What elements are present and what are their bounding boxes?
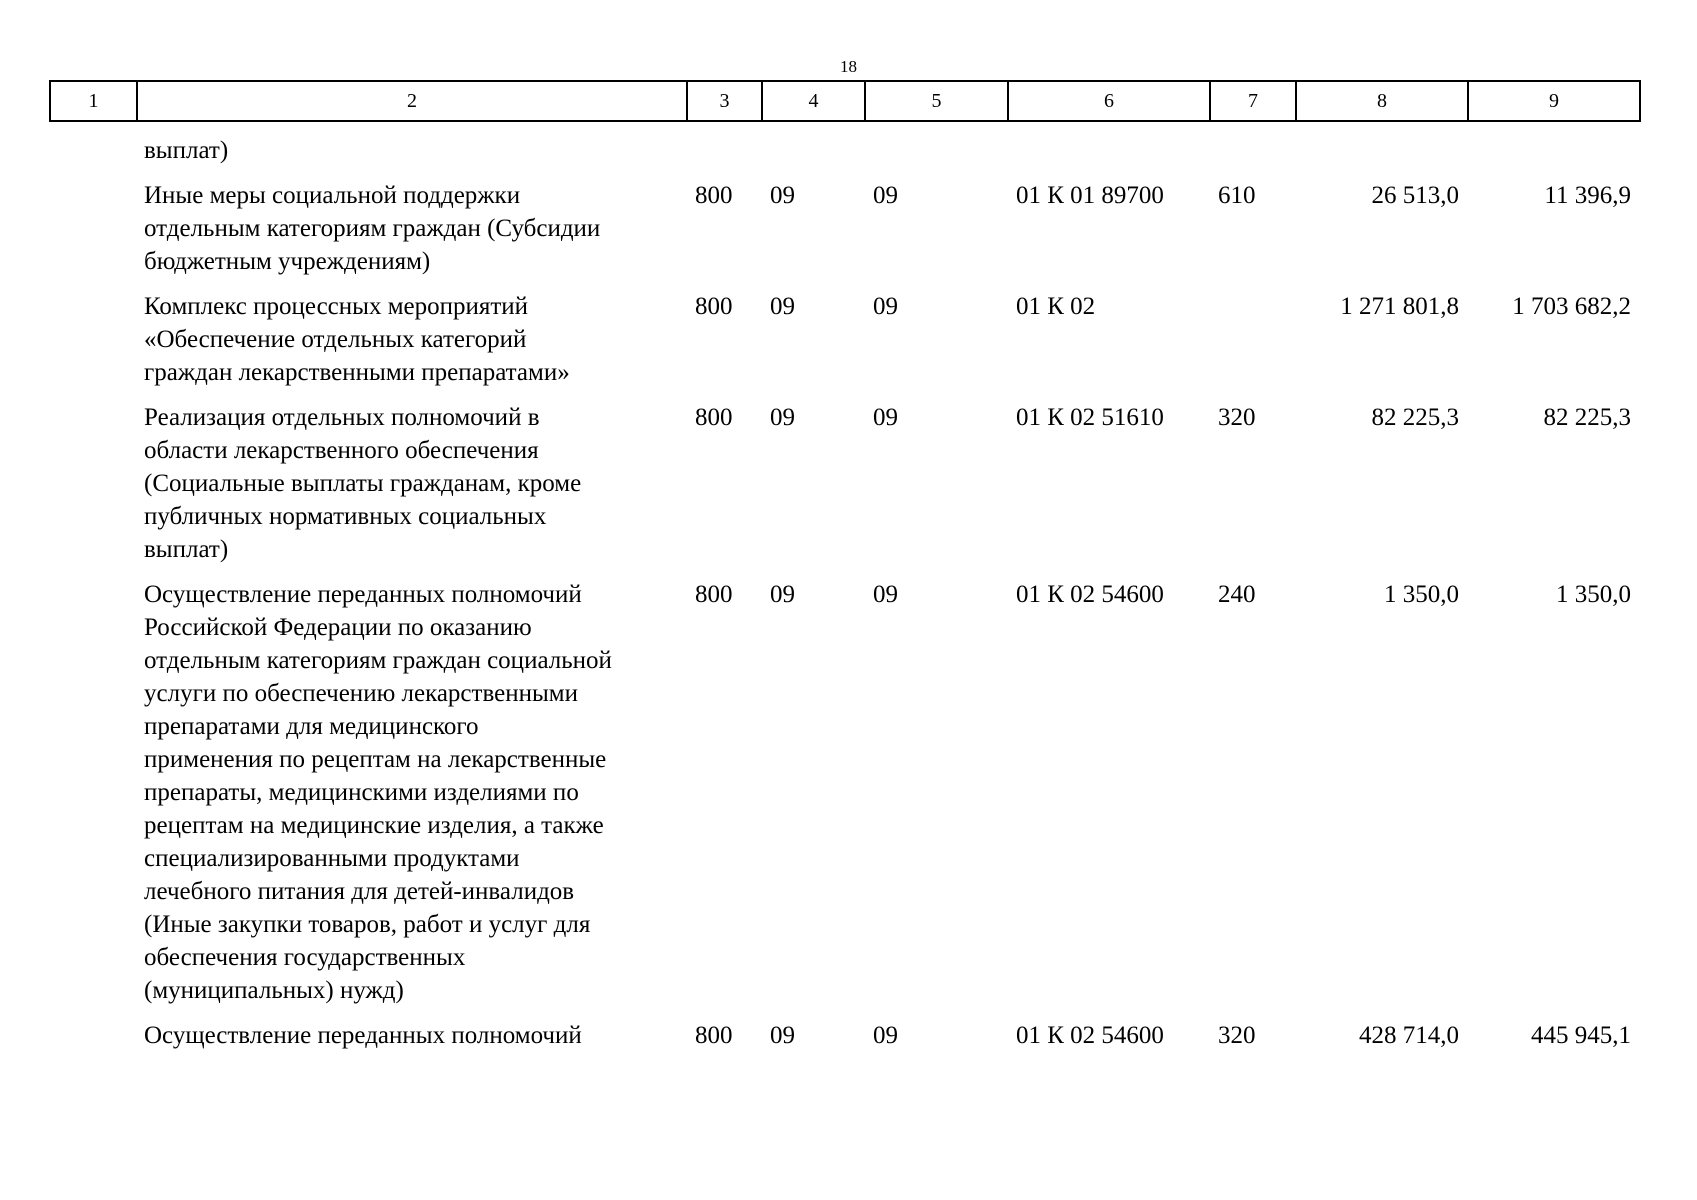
row-amount-col9: 1 703 682,2 [1512,293,1631,320]
row-amount-col8: 428 714,0 [1359,1022,1459,1049]
row-amount-col8: 1 350,0 [1384,581,1459,608]
row-subsection: 09 [873,404,898,431]
row-expense-type: 320 [1218,404,1256,431]
header-col-1: 1 [50,81,137,121]
row-amount-col9 [1467,134,1639,179]
header-col-3: 3 [687,81,762,121]
row-target-article: 01 К 02 51610 [1016,404,1164,431]
row-name: Реализация отдельных полномочий в области лекарственного обеспечения (Социальные выплаты гражданам, кроме публичных нормативных социальных выплат) [144,404,582,563]
table-row [49,179,1639,290]
row-amount-col8: 1 271 801,8 [1340,293,1459,320]
header-col-9: 9 [1468,81,1640,121]
header-col-5: 5 [865,81,1008,121]
row-amount-col9: 11 396,9 [1544,182,1631,209]
row-ministry-code: 800 [695,581,733,608]
row-ministry-code: 800 [695,293,733,320]
header-col-4: 4 [762,81,865,121]
row-subsection: 09 [873,182,898,209]
row-ministry-code: 800 [695,1022,733,1049]
table-row [49,1019,1639,1064]
row-section: 09 [770,182,795,209]
row-name: Иные меры социальной поддержки отдельным категориям граждан (Субсидии бюджетным учреждениям) [144,182,601,275]
row-amount-col9: 1 350,0 [1556,581,1631,608]
row-subsection: 09 [873,581,898,608]
row-target-article: 01 К 01 89700 [1016,182,1164,209]
row-name: Осуществление переданных полномочий [144,1022,582,1049]
column-number-header [49,80,1641,122]
table-row [49,290,1639,401]
row-target-article: 01 К 02 54600 [1016,1022,1164,1049]
row-expense-type: 240 [1218,581,1256,608]
row-subsection: 09 [873,293,898,320]
table-row [49,401,1639,578]
header-col-6: 6 [1008,81,1210,121]
table-row [49,134,1639,179]
row-section: 09 [770,293,795,320]
row-expense-type [1209,134,1295,179]
table-row [49,578,1639,1019]
header-col-8: 8 [1296,81,1468,121]
row-expense-type: 320 [1218,1022,1256,1049]
header-row [50,81,1640,121]
row-name: Комплекс процессных мероприятий «Обеспечение отдельных категорий граждан лекарственными препаратами» [144,293,570,386]
row-amount-col9: 82 225,3 [1543,404,1631,431]
budget-table [49,134,1639,1064]
row-expense-type [1209,290,1295,401]
row-section [761,134,864,179]
row-ministry-code [686,134,761,179]
row-target-article [1007,134,1209,179]
row-section: 09 [770,581,795,608]
row-ministry-code: 800 [695,182,733,209]
row-amount-col8 [1295,134,1467,179]
header-col-7: 7 [1210,81,1296,121]
row-subsection: 09 [873,1022,898,1049]
header-col-2: 2 [137,81,687,121]
row-ministry-code: 800 [695,404,733,431]
row-amount-col9: 445 945,1 [1531,1022,1631,1049]
row-section: 09 [770,1022,795,1049]
row-name: выплат) [144,137,229,164]
row-expense-type: 610 [1218,182,1256,209]
row-target-article: 01 К 02 [1016,293,1096,320]
row-amount-col8: 26 513,0 [1371,182,1459,209]
page-number: 18 [840,57,857,76]
row-name: Осуществление переданных полномочий Российской Федерации по оказанию отдельным категориям граждан социальной услуги по обеспечению лекарственными препаратами для медицинского применения по рецептам на лекарственные препараты, медицинскими изделиями по рецептам на медицинские изделия, а также специализированными продуктами лечебного питания для детей-инвалидов (Иные закупки товаров, работ и услуг для обеспечения государственных (муниципальных) нужд) [144,581,612,1004]
row-section: 09 [770,404,795,431]
row-target-article: 01 К 02 54600 [1016,581,1164,608]
row-subsection [864,134,1007,179]
row-amount-col8: 82 225,3 [1371,404,1459,431]
